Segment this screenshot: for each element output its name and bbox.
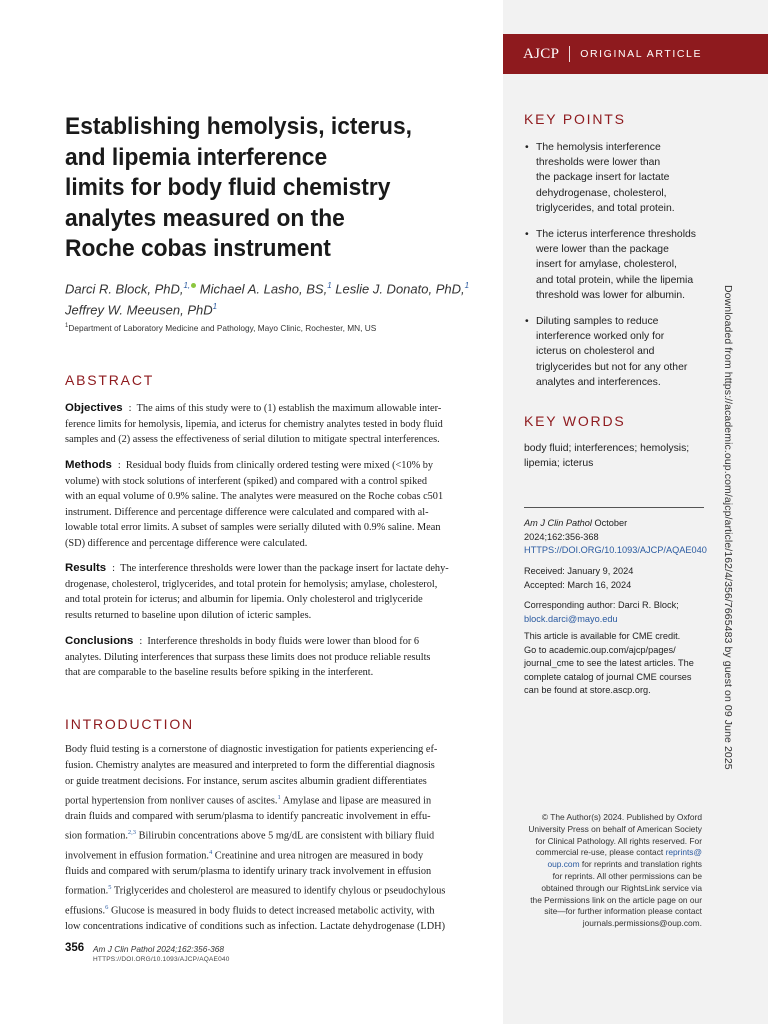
reprints-email-link[interactable]: reprints@ (665, 847, 702, 858)
introduction-text (65, 742, 485, 935)
title-line: Roche cobas instrument (65, 235, 331, 262)
body-line (65, 825, 485, 844)
title-line: analytes measured on the (65, 204, 345, 232)
body-text: Creatinine and urea nitrogen are measured in body (212, 850, 424, 862)
author-affil-marker: 1 (212, 302, 218, 312)
copyright-line: © The Author(s) 2024. Published by Oxford (541, 812, 702, 822)
cme-line: Go to academic.oup.com/ajcp/pages/ (524, 644, 676, 655)
abstract-conclusions: Conclusions : Interference thresholds in body fluids were lower than blood for 6 analytes. Diluting interferences that surpass these limits does not produce reliable results that are comparable to the baseline results before spiking in the interferent. (65, 634, 483, 681)
author-name[interactable]: Darci R. Block, PhD, (65, 281, 184, 297)
reprints-email-link[interactable]: oup.com (547, 859, 580, 870)
reference-link[interactable]: 5 (108, 884, 112, 892)
abstract-line: The aims of this study were to (1) establish the maximum allowable inter- (136, 403, 442, 414)
abstract-line: instrument. Difference and percentage difference were calculated and compared with al- (65, 506, 429, 518)
list-item (524, 227, 714, 303)
list-item-line: insert for amylase, cholesterol, (536, 259, 677, 271)
cme-line: complete catalog of journal CME courses (524, 671, 692, 682)
list-item-line: icterus on cholesterol and (536, 346, 655, 358)
reference-link[interactable]: 6 (105, 903, 109, 911)
abstract-results: Results : The interference thresholds were lower than the package insert for lactate dehy- drogenase, cholesterol, triglycerides, and total protein for hemolysis; amylase, cholesterol, and total protein for icterus; and albumin for lipemia. Only cholesterol and triglyceride results returned to baseline upon dilution of icteric samples. (65, 561, 483, 623)
copyright-line: obtained through our RightsLink service via (541, 882, 702, 893)
body-text: Amylase and lipase are measured in (280, 795, 432, 807)
abstract-line: (SD) difference and percentage difference were calculated. (65, 537, 308, 549)
article-type: ORIGINAL ARTICLE (580, 48, 703, 60)
list-item-line: thresholds were lower than (536, 157, 661, 169)
body-line: or guide treatment decisions. For instance, serum ascites albumin gradient differentiates (65, 776, 427, 787)
copyright-line (524, 847, 702, 859)
cme-line: This article is available for CME credit. (524, 631, 681, 641)
doi-link[interactable]: HTTPS://DOI.ORG/10.1093/AJCP/AQAE040 (524, 545, 707, 555)
article-title (65, 112, 446, 265)
citation-volume: 2024;162:356-368 (524, 531, 599, 542)
copyright-line (524, 859, 702, 871)
list-item (524, 140, 714, 216)
list-item-line: were lower than the package (536, 244, 669, 256)
body-line (65, 790, 485, 809)
results-label: Results (65, 562, 107, 574)
list-item-line: interference worked only for (536, 331, 665, 343)
copyright-notice (524, 812, 702, 930)
cme-block (524, 630, 724, 698)
key-words-line: lipemia; icterus (524, 458, 594, 470)
body-text: effusions. (65, 905, 106, 917)
key-words-heading: KEY WORDS (524, 413, 626, 429)
body-text: portal hypertension from nonliver causes of ascites. (65, 795, 278, 807)
copyright-line: journals.permissions@oup.com. (582, 918, 702, 929)
page-number: 356 (65, 942, 85, 954)
abstract-line: The interference thresholds were lower than the package insert for lactate dehy- (120, 563, 449, 574)
abstract-line: Residual body fluids from clinically ordered testing were mixed (<10% by (125, 460, 434, 471)
abstract-objectives: Objectives : The aims of this study were to (1) establish the maximum allowable inter- ference limits for hemolysis, lipemia, and icterus for chemistry analytes tested in body fluid samples and (2) assess the effectiveness of serial dilution to mitigate spectral interferences. (65, 401, 483, 448)
conclusions-label: Conclusions (65, 635, 134, 647)
footer-doi[interactable]: HTTPS://DOI.ORG/10.1093/AJCP/AQAE040 (93, 956, 230, 963)
methods-label: Methods (65, 459, 112, 471)
body-line: low concentrations indicative of conditions such as infection. Lactate dehydrogenase (LDH) (65, 921, 445, 933)
abstract-line: and total protein for icterus; and albumin for lipemia. Only cholesterol and triglyceride (65, 594, 423, 606)
key-points-list (524, 140, 714, 401)
citation-journal: Am J Clin Pathol (524, 518, 592, 528)
download-watermark (722, 285, 742, 770)
abstract-line: ference limits for hemolysis, lipemia, and icterus for chemistry analytes tested in body fluid (65, 418, 443, 430)
citation-date: October (591, 518, 628, 528)
received-date: Received: January 9, 2024 (524, 566, 634, 576)
email-link[interactable]: block.darci@mayo.edu (524, 613, 618, 624)
accepted-date: Accepted: March 16, 2024 (524, 579, 632, 590)
author-affil-marker: 1, (183, 281, 191, 290)
abstract-line: drogenase, cholesterol, triglycerides, and total protein for hemolysis; amylase, cholesterol, (65, 578, 438, 590)
body-line (65, 900, 485, 919)
abstract-line: Interference thresholds in body fluids were lower than blood for 6 (147, 636, 420, 647)
abstract-line: volume) with stock solutions of interferent (spiked) and compared with a control spiked (65, 475, 428, 487)
copyright-text: commercial re-use, please contact (535, 847, 666, 858)
author-name[interactable]: Jeffrey W. Meeusen, PhD (65, 302, 213, 318)
cme-line: can be found at store.ascp.org. (524, 685, 651, 695)
body-line: drain fluids and compared with serum/plasma to identify pancreatic involvement in effu- (65, 811, 431, 823)
list-item-line: triglycerides but not for any other (536, 361, 688, 373)
list-item (524, 314, 714, 390)
list-item-line: dehydrogenase, cholesterol, (536, 187, 667, 199)
key-words-line: body fluid; interferences; hemolysis; (524, 443, 690, 454)
download-note-text: Downloaded from https://academic.oup.com/ajcp/article/162/4/356/7665483 by guest on 09 June 2025 (722, 285, 734, 770)
abstract-methods: Methods : Residual body fluids from clinically ordered testing were mixed (<10% by volume) with stock solutions of interferent (spiked) and compared with a control spiked with an equal volume of 0.9% saline. The analytes were measured on the Roche cobas c501 instrument. Difference and percentage difference were calculated and compared with al- lowable total error limits. A subset of samples were serially diluted with 0.9% saline. Mean (SD) difference and percentage difference were calculated. (65, 458, 483, 552)
corresponding-block (524, 599, 724, 626)
list-item-line: the package insert for lactate (536, 172, 670, 184)
title-line: and lipemia interference (65, 143, 328, 171)
copyright-line: the Permissions link on the article page on our (530, 894, 702, 905)
body-text: involvement in effusion formation. (65, 850, 209, 862)
author-name[interactable]: Leslie J. Donato, PhD, (331, 281, 465, 297)
introduction-heading: INTRODUCTION (65, 716, 194, 732)
body-text: formation. (65, 885, 109, 897)
banner-divider (569, 46, 570, 62)
title-line: Establishing hemolysis, icterus, (65, 113, 412, 140)
journal-banner (503, 34, 768, 74)
footer-citation: Am J Clin Pathol 2024;162:356-368 (93, 944, 224, 954)
body-line (65, 845, 485, 864)
corresponding-author: Corresponding author: Darci R. Block; (524, 600, 679, 610)
abstract-line: results returned to baseline upon dilution of icteric samples. (65, 609, 312, 621)
body-text: Bilirubin concentrations above 5 mg/dL are consistent with biliary fluid (136, 830, 435, 842)
objectives-label: Objectives (65, 402, 123, 414)
list-item-line: triglycerides, and total protein. (536, 202, 675, 214)
citation-block (524, 517, 724, 558)
copyright-line: for reprints. All other permissions can be (552, 870, 702, 881)
copyright-text: for reprints and translation rights (579, 859, 702, 870)
list-item-line: • The icterus interference thresholds (536, 229, 696, 241)
list-item-line: threshold was lower for albumin. (536, 289, 686, 301)
key-points-heading: KEY POINTS (524, 111, 626, 127)
reference-link[interactable]: 4 (208, 848, 213, 856)
copyright-line: for Clinical Pathology. All rights reserved. For (535, 835, 702, 846)
copyright-line: site—for further information please contact (544, 906, 702, 917)
reference-link[interactable]: 1 (277, 794, 281, 801)
affiliation-marker: 1 (65, 323, 69, 330)
abstract-line: analytes. Diluting interferences that surpass these limits does not produce reliable results (65, 651, 431, 663)
list-item-line: • Diluting samples to reduce (536, 316, 659, 328)
body-line: fusion. Chemistry analytes are measured and interpreted to form the differential diagnosis (65, 760, 435, 771)
abstract-line: that are comparable to the baseline results before spiking in the interferent. (65, 667, 374, 679)
body-text: Glucose is measured in body fluids to detect increased metabolic activity, with (108, 905, 435, 917)
abstract-line: with an equal volume of 0.9% saline. The analytes were measured on the Roche cobas c501 (65, 491, 444, 503)
sidebar-divider (524, 507, 704, 508)
affiliation-text: Department of Laboratory Medicine and Pathology, Mayo Clinic, Rochester, MN, US (68, 323, 377, 333)
list-item-line: and total protein, while the lipemia (536, 274, 694, 286)
author-list (65, 277, 485, 320)
journal-name: AJCP (523, 45, 560, 62)
title-line: limits for body fluid chemistry (65, 174, 391, 201)
body-text: sion formation. (65, 830, 128, 842)
dates-block (524, 565, 724, 592)
author-affil-marker: 1 (327, 281, 332, 290)
abstract-line: lowable total error limits. A subset of samples were serially diluted with 0.9% saline. Mean (65, 522, 441, 534)
body-line: fluids and compared with serum/plasma to identify urinary track involvement in effusion (65, 866, 432, 878)
body-text: Triglycerides and cholesterol are measured to identify chylous or pseudochylous (111, 885, 446, 897)
body-line (65, 880, 485, 899)
list-item-line: analytes and interferences. (536, 376, 661, 388)
abstract-line: samples and (2) assess the effectiveness of serial dilution to mitigate spectral interferences. (65, 434, 440, 446)
abstract-heading: ABSTRACT (65, 372, 155, 388)
key-words-text (524, 441, 724, 471)
author-name[interactable]: Michael A. Lasho, BS, (196, 281, 328, 297)
affiliation (65, 323, 376, 333)
body-line: Body fluid testing is a cornerstone of diagnostic investigation for patients experiencing ef- (65, 744, 438, 755)
cme-line: journal_cme to see the latest articles. The (524, 658, 694, 668)
copyright-line: University Press on behalf of American Society (528, 823, 702, 834)
author-affil-marker: 1 (464, 281, 470, 290)
list-item-line: • The hemolysis interference (536, 142, 661, 153)
reference-link[interactable]: 2,3 (127, 829, 137, 837)
